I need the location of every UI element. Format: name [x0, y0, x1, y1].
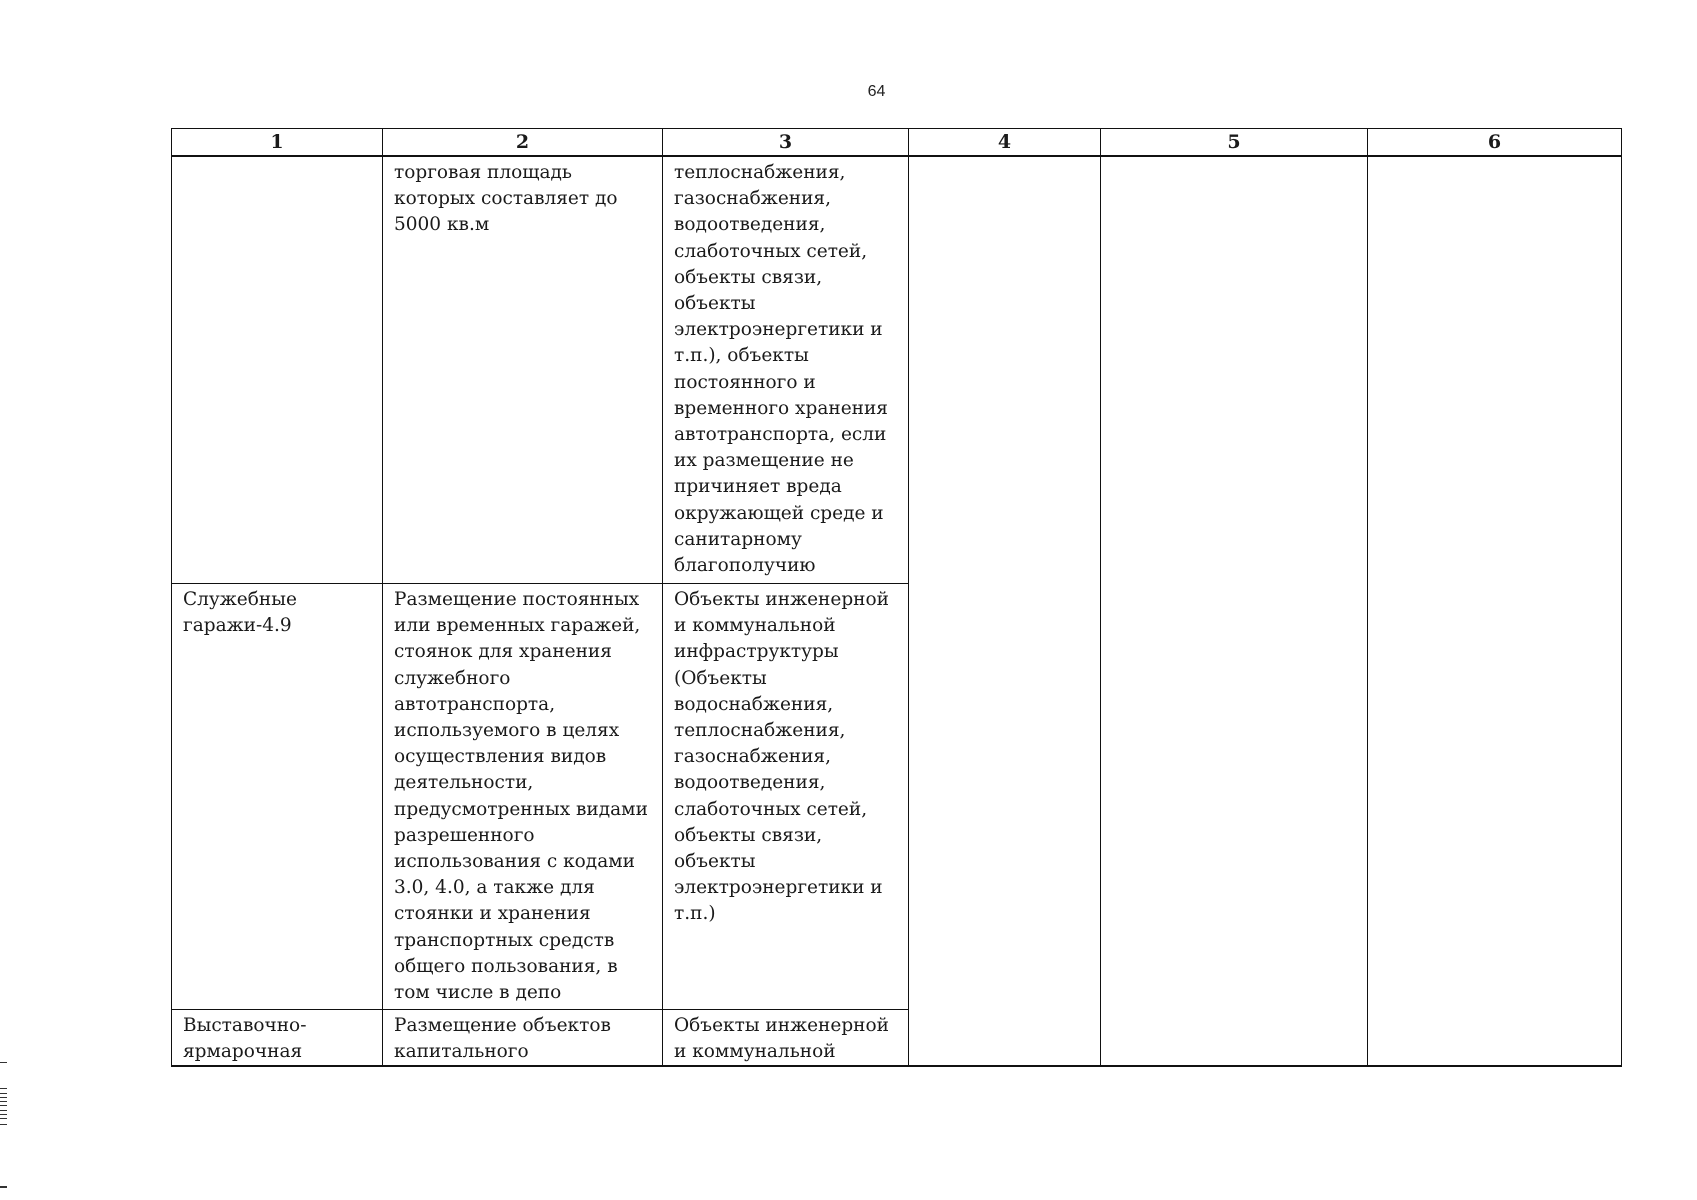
column-header-2: 2 — [383, 129, 663, 157]
scan-artifact — [0, 1105, 7, 1106]
cell-text: Служебные гаражи-4.9 — [183, 589, 297, 637]
cell-text: теплоснабжения, газоснабжения, водоотведения, слаботочных сетей, объекты связи, объекты электроэнергетики и т.п.), объекты постоянного и временного хранения автотранспорта, если их размещение не причиняет вреда окружающей среде и санитарному благополучию — [674, 162, 888, 577]
scan-artifact — [0, 1114, 7, 1115]
scan-artifact — [0, 1093, 7, 1094]
table-row — [172, 156, 1622, 584]
column-5-cell — [1101, 156, 1368, 1066]
row-1-objects — [663, 156, 909, 584]
row-3-objects — [663, 1010, 909, 1067]
column-header-3: 3 — [663, 129, 909, 157]
cell-text: торговая площадь которых составляет до 5000 кв.м — [394, 162, 618, 236]
cell-text: Размещение объектов капитального — [394, 1015, 611, 1063]
cell-text: Объекты инженерной и коммунальной — [674, 1015, 889, 1063]
page-number: 64 — [867, 83, 886, 100]
scan-artifact — [0, 1186, 7, 1188]
cell-text: Размещение постоянных или временных гаражей, стоянок для хранения служебного автотранспорта, используемого в целях осуществления видов деятельности, предусмотренных видами разрешенного использования с кодами 3.0, 4.0, а также для стоянки и хранения транспортных средств общего пользования, в том числе в депо — [394, 589, 648, 1004]
zoning-table — [171, 128, 1622, 1067]
column-4-cell — [909, 156, 1101, 1066]
table — [171, 128, 1622, 1067]
scan-artifact — [0, 1110, 7, 1111]
row-2-use-type — [172, 584, 383, 1010]
row-3-description — [383, 1010, 663, 1067]
column-header-5: 5 — [1101, 129, 1368, 157]
column-header-4: 4 — [909, 129, 1101, 157]
row-1-use-type — [172, 156, 383, 584]
column-header-1: 1 — [172, 129, 383, 157]
row-1-description — [383, 156, 663, 584]
scan-artifact — [0, 1118, 7, 1119]
scan-artifact — [0, 1101, 7, 1102]
row-2-description — [383, 584, 663, 1010]
row-3-use-type — [172, 1010, 383, 1067]
table-header-row — [172, 129, 1622, 157]
scan-artifact — [0, 1088, 7, 1089]
column-header-6: 6 — [1368, 129, 1622, 157]
cell-text: Объекты инженерной и коммунальной инфраструктуры (Объекты водоснабжения, теплоснабжения, газоснабжения, водоотведения, слаботочных сетей, объекты связи, объекты электроэнергетики и т.п.) — [674, 589, 889, 925]
scan-artifact — [0, 1062, 7, 1063]
column-6-cell — [1368, 156, 1622, 1066]
scan-artifact — [0, 1097, 7, 1098]
cell-text: Выставочно- ярмарочная — [183, 1015, 307, 1063]
row-2-objects — [663, 584, 909, 1010]
scan-artifact — [0, 1124, 7, 1125]
